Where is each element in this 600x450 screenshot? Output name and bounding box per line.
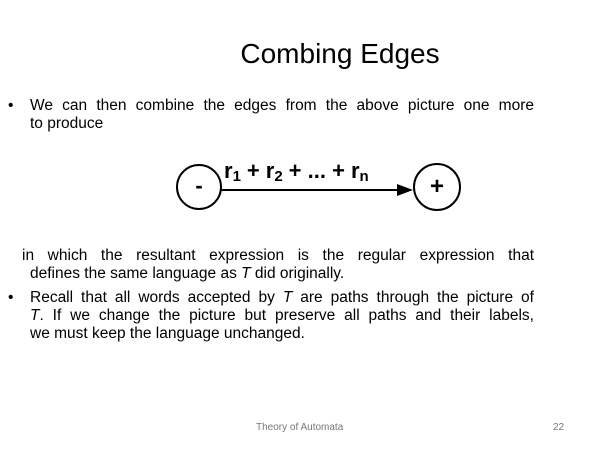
edge-label-r2-sub: 2 xyxy=(274,168,283,185)
continuation-line-2-a: defines the same language as xyxy=(30,265,242,282)
bullet-2-line-2-b: . If we change the picture but preserve all paths and their labels, xyxy=(39,307,534,324)
edge-label-rn-sub: n xyxy=(359,168,369,185)
footer-page-number: 22 xyxy=(553,422,565,433)
continuation-line-2 xyxy=(22,265,534,283)
edge-label-r1-sub: 1 xyxy=(232,168,241,185)
edge-label-plus-ellipsis: + ... + xyxy=(288,158,345,183)
edge-label-plus-1: + xyxy=(246,158,260,183)
footer-course-title: Theory of Automata xyxy=(256,422,344,433)
bullet-2-line-1-b: are paths through the picture of xyxy=(292,289,534,306)
continuation-line-2-b: did originally. xyxy=(250,265,345,282)
slide-title xyxy=(0,38,540,70)
final-state-label: + xyxy=(429,173,445,200)
slide-title-text: Combing Edges xyxy=(240,38,440,69)
bullet-2-text xyxy=(30,289,534,343)
bullet-2-italic-T-2: T xyxy=(30,307,40,324)
bullet-2-line-2 xyxy=(30,307,534,325)
bullet-1-line-1: We can then combine the edges from the above picture one more xyxy=(30,97,534,114)
bullet-1-dot: • xyxy=(8,97,14,114)
edge-label-r1: r xyxy=(224,158,233,183)
bullet-2-italic-T-1: T xyxy=(282,289,293,306)
bullet-2-line-1-a: Recall that all words accepted by xyxy=(30,289,283,306)
start-state-label: - xyxy=(195,173,203,198)
edge-label xyxy=(224,158,369,185)
edge-label-r2: r xyxy=(265,158,275,183)
continuation-line-1: in which the resultant expression is the regular expression that xyxy=(22,247,534,264)
bullet-1-line-2: to produce xyxy=(30,115,104,132)
bullet-2-line-3: we must keep the language unchanged. xyxy=(30,325,305,342)
bullet-1-text xyxy=(30,97,534,133)
bullet-2-dot: • xyxy=(8,289,14,306)
transition-arrowhead xyxy=(397,184,413,196)
continuation-italic-T: T xyxy=(241,265,251,282)
bullet-2-line-1 xyxy=(30,289,534,307)
edge-label-rn: r xyxy=(350,158,360,183)
continuation-paragraph xyxy=(22,247,534,283)
transition-diagram xyxy=(172,155,464,215)
